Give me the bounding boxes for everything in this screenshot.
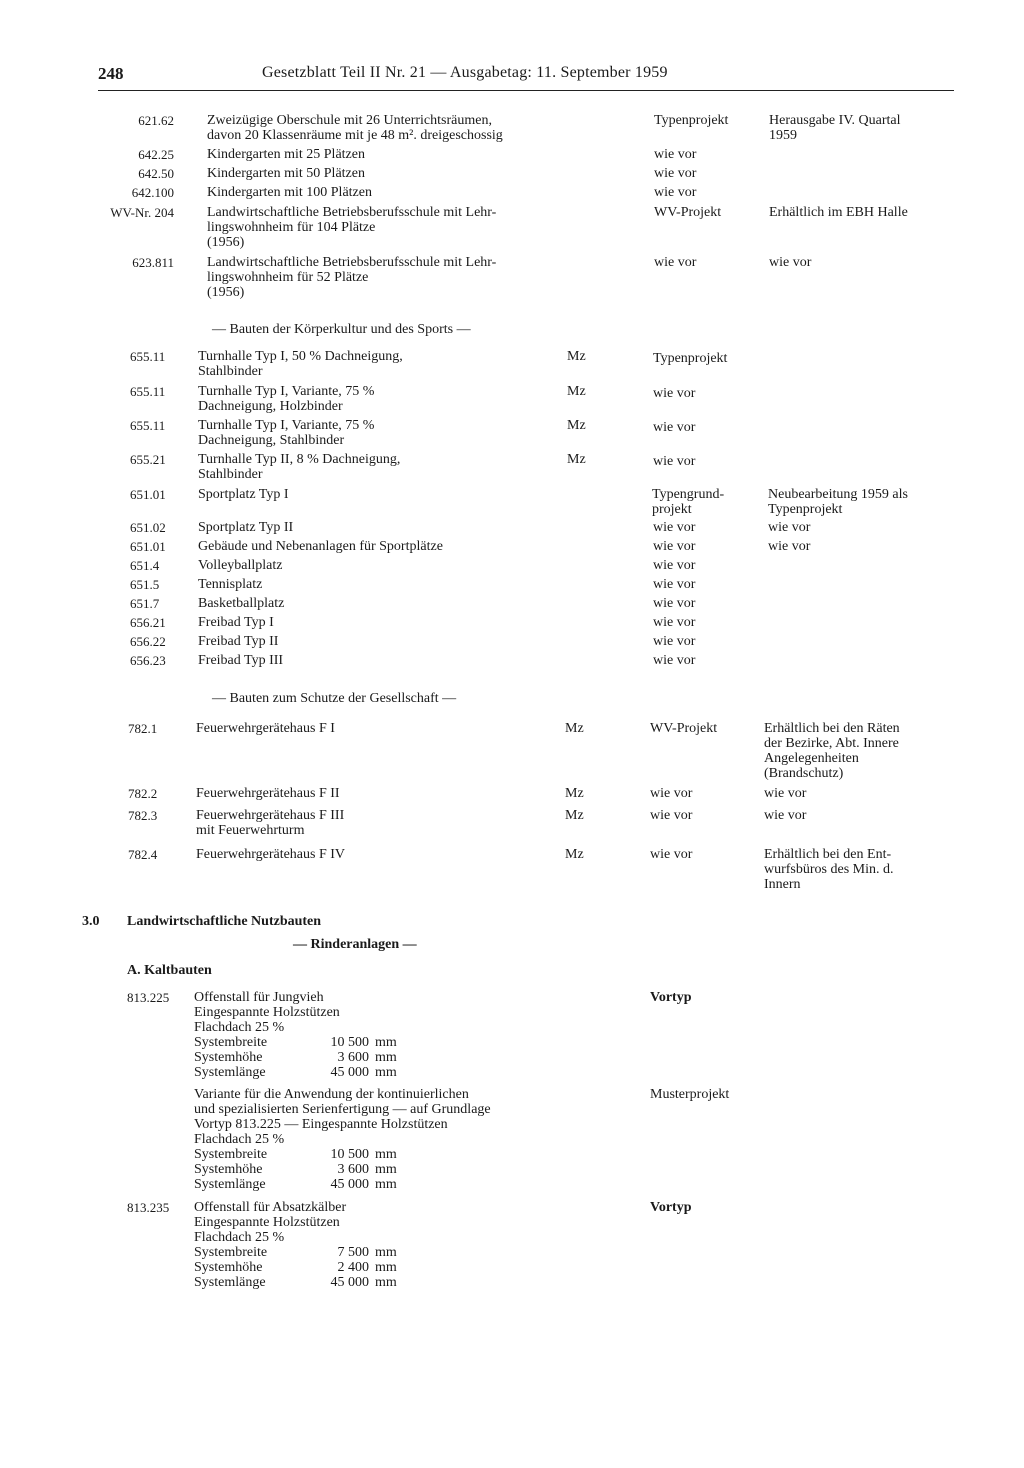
row-code: 642.100 <box>131 185 174 200</box>
row-code: 623.811 <box>132 255 174 270</box>
row-type: wie vor <box>653 558 696 573</box>
row-description: Sportplatz Typ I <box>198 487 289 502</box>
row-description: Sportplatz Typ II <box>198 520 294 535</box>
row-type: wie vor <box>653 634 696 649</box>
spec-label: Systembreite <box>194 1245 268 1260</box>
row-type: Typenprojekt <box>654 113 729 128</box>
row-description: Turnhalle Typ I, Variante, 75 % <box>198 384 375 399</box>
row-material: Mz <box>565 808 584 823</box>
row-type: WV-Projekt <box>650 721 718 736</box>
entry-line: Flachdach 25 % <box>194 1132 285 1147</box>
spec-unit: mm <box>375 1147 397 1162</box>
row-type: WV-Projekt <box>654 205 722 220</box>
entry-type: Vortyp <box>650 990 692 1005</box>
row-note: (Brandschutz) <box>764 766 844 781</box>
row-description: lingswohnheim für 104 Plätze <box>207 220 376 235</box>
spec-value: 45 000 <box>330 1275 369 1290</box>
row-note: wie vor <box>768 520 811 535</box>
spec-value: 7 500 <box>337 1245 369 1260</box>
row-type: wie vor <box>654 185 697 200</box>
spec-label: Systemlänge <box>194 1177 266 1192</box>
row-code: 656.22 <box>130 634 166 649</box>
row-type: wie vor <box>650 786 693 801</box>
row-material: Mz <box>567 384 586 399</box>
row-note: 1959 <box>769 128 797 143</box>
row-code: 655.11 <box>130 418 166 433</box>
row-material: Mz <box>565 847 584 862</box>
row-description: Feuerwehrgerätehaus F IV <box>196 847 346 862</box>
row-note: Neubearbeitung 1959 als <box>768 487 908 502</box>
row-code: 651.4 <box>130 558 160 573</box>
row-note: Angelegenheiten <box>764 751 859 766</box>
entry-type: Musterprojekt <box>650 1087 730 1102</box>
entry-line: Offenstall für Jungvieh <box>194 990 324 1005</box>
entry-line: Eingespannte Holzstützen <box>194 1215 340 1230</box>
spec-label: Systemhöhe <box>194 1050 263 1065</box>
entry-line: und spezialisierten Serienfertigung — auf Grundlage <box>194 1102 491 1117</box>
row-code: 651.7 <box>130 596 160 611</box>
entry-code: 813.235 <box>127 1200 170 1215</box>
row-description: mit Feuerwehrturm <box>196 823 305 838</box>
row-code: 656.23 <box>130 653 166 668</box>
spec-value: 2 400 <box>337 1260 369 1275</box>
row-description: Kindergarten mit 25 Plätzen <box>207 147 365 162</box>
row-description: Tennisplatz <box>198 577 263 592</box>
row-type: wie vor <box>650 847 693 862</box>
row-description: Volleyballplatz <box>198 558 283 573</box>
entry-line: Eingespannte Holzstützen <box>194 1005 340 1020</box>
row-description: Basketballplatz <box>198 596 285 611</box>
row-code: 655.11 <box>130 384 166 399</box>
spec-value: 10 500 <box>330 1147 369 1162</box>
page-title: Gesetzblatt Teil II Nr. 21 — Ausgabetag: 11. September 1959 <box>262 64 668 81</box>
row-type: wie vor <box>654 147 697 162</box>
row-note: Innern <box>764 877 801 892</box>
section-subheading: — Rinderanlagen — <box>293 937 417 952</box>
row-type: wie vor <box>653 577 696 592</box>
spec-label: Systemlänge <box>194 1275 266 1290</box>
row-description: Freibad Typ II <box>198 634 279 649</box>
row-note: wie vor <box>764 786 807 801</box>
spec-value: 3 600 <box>337 1162 369 1177</box>
row-material: Mz <box>565 721 584 736</box>
header-rule <box>98 90 954 91</box>
row-type: wie vor <box>653 386 696 401</box>
subsection-title: A. Kaltbauten <box>127 963 212 978</box>
row-description: Dachneigung, Stahlbinder <box>198 433 345 448</box>
section-heading: — Bauten zum Schutze der Gesellschaft — <box>212 691 457 706</box>
spec-label: Systemlänge <box>194 1065 266 1080</box>
row-code: 655.21 <box>130 452 166 467</box>
entry-line: Vortyp 813.225 — Eingespannte Holzstützen <box>194 1117 448 1132</box>
row-description: Turnhalle Typ I, 50 % Dachneigung, <box>198 349 403 364</box>
row-code: 782.3 <box>128 808 158 823</box>
spec-unit: mm <box>375 1245 397 1260</box>
row-description: Turnhalle Typ I, Variante, 75 % <box>198 418 375 433</box>
row-code: 782.1 <box>128 721 158 736</box>
spec-unit: mm <box>375 1065 397 1080</box>
row-note: Typenprojekt <box>768 502 843 517</box>
row-type: wie vor <box>653 454 696 469</box>
row-type: wie vor <box>653 520 696 535</box>
row-description: Stahlbinder <box>198 364 263 379</box>
row-material: Mz <box>567 349 586 364</box>
spec-value: 45 000 <box>330 1065 369 1080</box>
row-description: Stahlbinder <box>198 467 263 482</box>
row-note: Erhältlich bei den Ent- <box>764 847 892 862</box>
row-description: Dachneigung, Holzbinder <box>198 399 343 414</box>
row-code: 651.02 <box>130 520 166 535</box>
row-type: Typenprojekt <box>653 351 728 366</box>
row-description: Feuerwehrgerätehaus F III <box>196 808 345 823</box>
entry-line: Flachdach 25 % <box>194 1230 285 1245</box>
row-code: 621.62 <box>138 113 174 128</box>
row-description: davon 20 Klassenräume mit je 48 m². dreigeschossig <box>207 128 503 143</box>
row-note: wie vor <box>769 255 812 270</box>
row-description: Kindergarten mit 50 Plätzen <box>207 166 365 181</box>
row-code: 651.01 <box>130 539 166 554</box>
row-note: wie vor <box>764 808 807 823</box>
row-type: wie vor <box>654 255 697 270</box>
row-description: (1956) <box>207 235 245 250</box>
spec-value: 10 500 <box>330 1035 369 1050</box>
row-material: Mz <box>567 452 586 467</box>
row-code: 782.2 <box>128 786 158 801</box>
section-number: 3.0 <box>82 914 100 929</box>
row-description: lingswohnheim für 52 Plätze <box>207 270 369 285</box>
row-code: 782.4 <box>128 847 158 862</box>
row-type: wie vor <box>653 615 696 630</box>
row-note: Erhältlich im EBH Halle <box>769 205 908 220</box>
row-type: wie vor <box>653 596 696 611</box>
page-number: 248 <box>98 64 124 83</box>
row-code: 651.01 <box>130 487 166 502</box>
row-material: Mz <box>567 418 586 433</box>
spec-unit: mm <box>375 1162 397 1177</box>
row-type: wie vor <box>654 166 697 181</box>
row-description: Gebäude und Nebenanlagen für Sportplätze <box>198 539 443 554</box>
row-description: (1956) <box>207 285 245 300</box>
section-title: Landwirtschaftliche Nutzbauten <box>127 914 322 929</box>
spec-value: 45 000 <box>330 1177 369 1192</box>
row-description: Kindergarten mit 100 Plätzen <box>207 185 372 200</box>
row-type: wie vor <box>653 420 696 435</box>
row-description: Turnhalle Typ II, 8 % Dachneigung, <box>198 452 401 467</box>
spec-label: Systembreite <box>194 1035 268 1050</box>
spec-label: Systembreite <box>194 1147 268 1162</box>
row-code: 655.11 <box>130 349 166 364</box>
row-description: Zweizügige Oberschule mit 26 Unterrichtsräumen, <box>207 113 492 128</box>
row-code: 656.21 <box>130 615 166 630</box>
row-description: Feuerwehrgerätehaus F II <box>196 786 340 801</box>
row-note: Erhältlich bei den Räten <box>764 721 900 736</box>
spec-unit: mm <box>375 1177 397 1192</box>
row-type: Typengrund- projekt <box>652 487 725 517</box>
row-description: Feuerwehrgerätehaus F I <box>196 721 335 736</box>
row-description: Freibad Typ I <box>198 615 274 630</box>
entry-type: Vortyp <box>650 1200 692 1215</box>
section-heading: — Bauten der Körperkultur und des Sports — <box>212 322 471 337</box>
row-description: Freibad Typ III <box>198 653 284 668</box>
row-note: Herausgabe IV. Quartal <box>769 113 901 128</box>
row-code: 642.25 <box>138 147 174 162</box>
spec-unit: mm <box>375 1050 397 1065</box>
spec-label: Systemhöhe <box>194 1162 263 1177</box>
row-code: WV-Nr. 204 <box>110 205 174 220</box>
entry-code: 813.225 <box>127 990 170 1005</box>
row-type: wie vor <box>653 539 696 554</box>
row-type: wie vor <box>653 653 696 668</box>
row-code: 642.50 <box>138 166 174 181</box>
spec-label: Systemhöhe <box>194 1260 263 1275</box>
row-description: Landwirtschaftliche Betriebsberufsschule mit Lehr- <box>207 255 497 270</box>
entry-line: Offenstall für Absatzkälber <box>194 1200 347 1215</box>
row-note: der Bezirke, Abt. Innere <box>764 736 899 751</box>
entry-line: Flachdach 25 % <box>194 1020 285 1035</box>
spec-value: 3 600 <box>337 1050 369 1065</box>
row-material: Mz <box>565 786 584 801</box>
row-code: 651.5 <box>130 577 160 592</box>
row-note: wie vor <box>768 539 811 554</box>
row-description: Landwirtschaftliche Betriebsberufsschule mit Lehr- <box>207 205 497 220</box>
entry-line: Variante für die Anwendung der kontinuierlichen <box>194 1087 469 1102</box>
row-note: wurfsbüros des Min. d. <box>764 862 894 877</box>
row-type: wie vor <box>650 808 693 823</box>
spec-unit: mm <box>375 1260 397 1275</box>
spec-unit: mm <box>375 1035 397 1050</box>
spec-unit: mm <box>375 1275 397 1290</box>
